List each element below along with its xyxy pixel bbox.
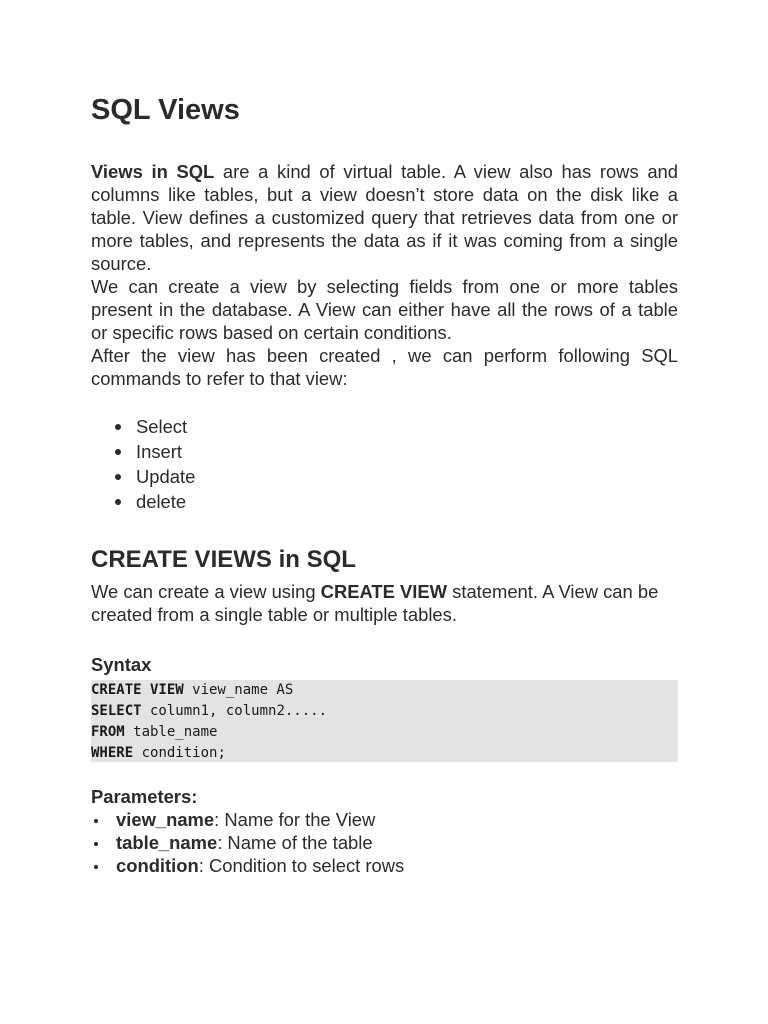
- parameter-list: [91, 808, 404, 877]
- code-keyword: SELECT: [91, 703, 142, 719]
- code-text: view_name AS: [183, 682, 294, 698]
- code-line: [91, 743, 678, 764]
- code-keyword: FROM: [91, 724, 125, 740]
- intro-paragraph-1-text: are a kind of virtual table. A view also has rows and columns like tables, but a view doesn’t store data on the disk like a table. View defines a customized query that retrieves data from one or more tables, and represents the data as if it was coming from a single source.: [91, 161, 678, 274]
- code-keyword: WHERE: [91, 745, 134, 761]
- parameter-description: : Condition to select rows: [198, 855, 405, 876]
- intro-paragraph-2: We can create a view by selecting fields from one or more tables present in the database. A View can either have all the rows of a table or specific rows based on certain conditions.: [91, 276, 678, 343]
- list-item: [91, 489, 195, 514]
- bullet-icon: [115, 424, 121, 430]
- create-desc-bold: CREATE VIEW: [320, 581, 448, 602]
- intro-paragraph-3: After the view has been created , we can perform following SQL commands to refer to that view:: [91, 345, 678, 389]
- command-list: [91, 414, 195, 514]
- code-text: condition;: [133, 745, 226, 761]
- parameter-name: table_name: [116, 832, 218, 853]
- create-views-description: [91, 580, 678, 626]
- bullet-icon: [115, 474, 121, 480]
- intro-bold-term: Views in SQL: [91, 161, 215, 182]
- bullet-icon: [94, 865, 98, 869]
- command-label: Update: [136, 466, 196, 487]
- bullet-icon: [115, 449, 121, 455]
- parameters-heading: Parameters:: [91, 786, 198, 807]
- list-item: [91, 831, 404, 854]
- parameter-name: view_name: [116, 809, 215, 830]
- list-item: [91, 854, 404, 877]
- command-label: Insert: [136, 441, 182, 462]
- create-desc-post: statement. A View can be created from a single table or multiple tables.: [91, 581, 659, 625]
- code-line: [91, 722, 678, 743]
- list-item: [91, 808, 404, 831]
- page-title: SQL Views: [91, 94, 240, 126]
- code-text: column1, column2.....: [141, 703, 328, 719]
- bullet-icon: [94, 819, 98, 823]
- intro-text: [91, 160, 678, 390]
- list-item: [91, 414, 195, 439]
- parameter-name: condition: [116, 855, 199, 876]
- parameter-description: : Name for the View: [214, 809, 376, 830]
- code-line: [91, 701, 678, 722]
- bullet-icon: [94, 842, 98, 846]
- create-desc-pre: We can create a view using: [91, 581, 321, 602]
- syntax-heading: Syntax: [91, 654, 152, 675]
- code-text: table_name: [124, 724, 218, 740]
- bullet-icon: [115, 499, 121, 505]
- list-item: [91, 439, 195, 464]
- list-item: [91, 464, 195, 489]
- parameter-description: : Name of the table: [217, 832, 373, 853]
- command-label: delete: [136, 491, 187, 512]
- code-keyword: CREATE VIEW: [91, 682, 184, 698]
- code-line: [91, 680, 678, 701]
- command-label: Select: [136, 416, 188, 437]
- intro-paragraph-1: [91, 160, 678, 275]
- create-views-heading: CREATE VIEWS in SQL: [91, 546, 356, 573]
- code-block: [91, 680, 678, 762]
